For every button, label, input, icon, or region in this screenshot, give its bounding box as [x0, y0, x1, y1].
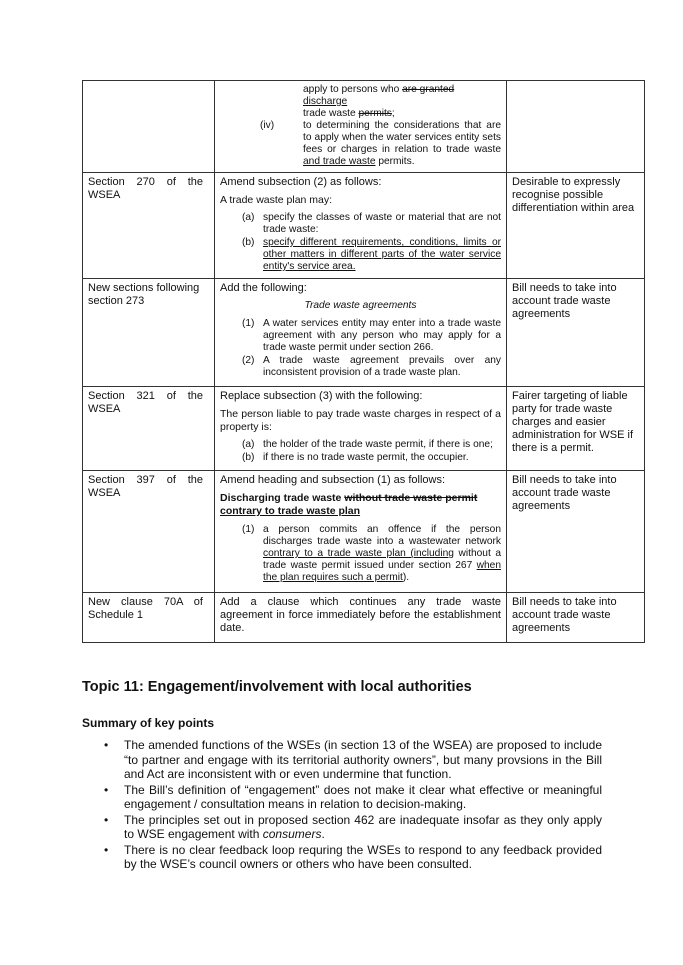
amendment-cell — [215, 173, 507, 279]
list-item: (2) A trade waste agreement prevails over any inconsistent provision of a trade waste plan. — [242, 355, 501, 378]
item-text: to determining the considerations that are to apply when the water services entity sets fees or charges in relation to trade waste and trade waste permits. — [303, 120, 501, 167]
inserted-text: discharge — [303, 96, 348, 107]
table-row — [83, 81, 645, 173]
amendment-cell — [215, 387, 507, 471]
lead-text: A trade waste plan may: — [220, 194, 333, 206]
inserted-text: when the plan requires such a permit — [263, 560, 501, 583]
bullet-icon: • — [104, 842, 109, 857]
reason-cell: Bill needs to take into account trade waste agreements — [507, 471, 645, 593]
table-row — [83, 279, 645, 387]
list-item: • There is no clear feedback loop requring the WSEs to respond to any feedback provided by the WSE’s council owners or others who have been consulted. — [104, 842, 602, 871]
section-cell: Section 270 of the WSEA — [83, 173, 215, 279]
inserted-text: specify different requirements, conditions, limits or other matters in different parts of the water service entity's service area. — [263, 237, 501, 272]
inserted-text: and trade waste — [303, 156, 376, 167]
list-item: • The amended functions of the WSEs (in section 13 of the WSEA) are proposed to include “to partner and engage with its territorial authority owners”, but many provsions in the Bill and Act are inconsistent with or even undermine that function. — [104, 738, 602, 781]
reason-cell: Bill needs to take into account trade waste agreements — [507, 593, 645, 643]
reason-cell: Fairer targeting of liable party for trade waste charges and easier administration for WSE if there is a permit. — [507, 387, 645, 471]
amended-heading: Discharging trade waste without trade waste permit contrary to trade waste plan — [220, 492, 478, 517]
summary-heading: Summary of key points — [82, 716, 215, 730]
list-item: • The Bill’s definition of “engagement” does not make it clear what effective or meaningful engagement / consultation means in relation to decision-making. — [104, 782, 602, 811]
deleted-text: are granted — [402, 84, 455, 95]
reason-cell — [507, 81, 645, 173]
list-item — [220, 120, 501, 168]
inserted-text: contrary to a trade waste plan (including — [263, 548, 454, 559]
key-points-list — [82, 738, 602, 873]
submission-table — [82, 80, 645, 643]
amendment-cell — [215, 279, 507, 387]
amendment-cell — [215, 81, 507, 173]
bullet-icon: • — [104, 782, 109, 797]
amendment-cell — [215, 471, 507, 593]
section-heading: Trade waste agreements — [304, 300, 417, 311]
list-item: (b) if there is no trade waste permit, the occupier. — [242, 452, 469, 463]
section-cell: New sections following section 273 — [83, 279, 215, 387]
section-cell — [83, 81, 215, 173]
list-item: (1) A water services entity may enter into a trade waste agreement with any person who may apply for a trade waste permit under section 266. — [242, 318, 501, 353]
section-cell: Section 397 of the WSEA — [83, 471, 215, 593]
list-item: (a) specify the classes of waste or material that are not trade waste: — [242, 212, 501, 235]
instruction: Amend heading and subsection (1) as follows: — [220, 474, 446, 486]
deleted-text: without trade waste permit — [344, 492, 478, 504]
list-item: (a) the holder of the trade waste permit, if there is one; — [242, 439, 493, 450]
item-text: a person commits an offence if the person discharges trade waste into a wastewater network contrary to a trade waste plan (including without a trade waste permit issued under section 267 when the plan requires such a permit). — [263, 524, 501, 583]
table-row — [83, 593, 645, 643]
instruction: Add a clause which continues any trade waste agreement in force immediately before the establishment date. — [220, 596, 501, 634]
bullet-icon: • — [104, 812, 109, 827]
text-fragment: trade waste — [303, 108, 359, 119]
table-row — [83, 387, 645, 471]
item-label: (iv) — [260, 120, 275, 131]
reason-cell: Bill needs to take into account trade waste agreements — [507, 279, 645, 387]
list-item: (1) a person commits an offence if the person discharges trade waste into a wastewater network contrary to a trade waste plan (including without a trade waste permit issued under section 267 when the plan requires such a permit). — [242, 524, 501, 583]
section-cell: New clause 70A of Schedule 1 — [83, 593, 215, 643]
text-fragment: ; — [391, 108, 395, 119]
table-row — [83, 471, 645, 593]
section-cell: Section 321 of the WSEA — [83, 387, 215, 471]
list-item: (b) specify different requirements, conditions, limits or other matters in different parts of the water service entity's service area. — [242, 237, 501, 272]
lead-text: The person liable to pay trade waste charges in respect of a property is: — [220, 408, 501, 433]
reason-cell: Desirable to expressly recognise possible differentiation within area — [507, 173, 645, 279]
topic-heading: Topic 11: Engagement/involvement with local authorities — [82, 679, 472, 695]
deleted-text: permits — [358, 108, 392, 119]
list-item: • The principles set out in proposed section 462 are inadequate insofar as they only apply to WSE engagement with consumers. — [104, 812, 602, 841]
table-row — [83, 173, 645, 279]
instruction: Add the following: — [220, 282, 307, 294]
instruction: Replace subsection (3) with the following: — [220, 390, 423, 402]
text-fragment: apply to persons who — [303, 84, 403, 95]
amendment-cell — [215, 593, 507, 643]
instruction: Amend subsection (2) as follows: — [220, 176, 382, 188]
continued-text — [220, 84, 501, 120]
bullet-icon: • — [104, 738, 109, 752]
inserted-text: contrary to trade waste plan — [220, 505, 361, 517]
